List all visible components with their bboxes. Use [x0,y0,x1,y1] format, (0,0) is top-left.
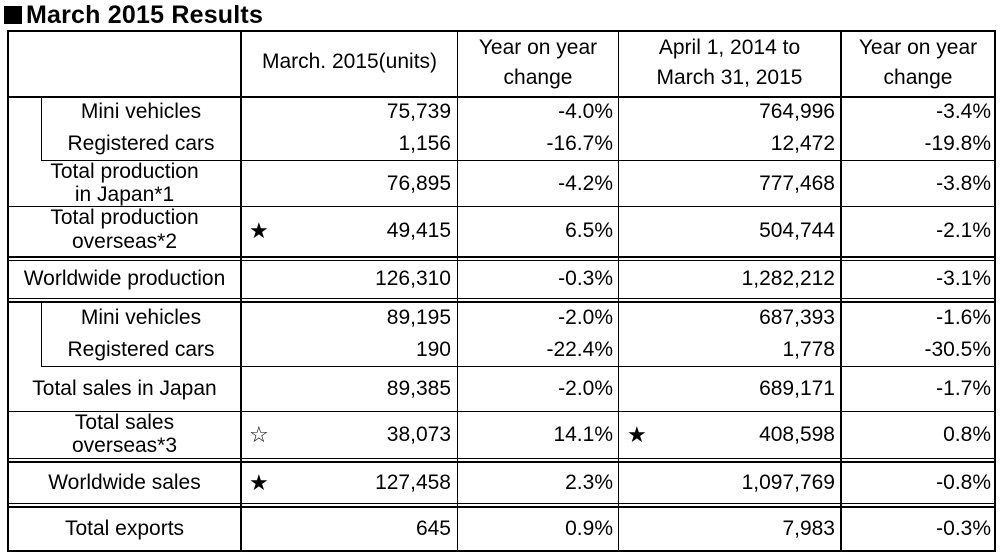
cell-sales-overseas-units: 38,073 [386,423,451,446]
hline-header [7,96,996,98]
hline-world-sales-top2 [7,461,996,463]
row-label-sales-mini: Mini vehicles [80,306,202,329]
cell-prod-reg-yoy: -16.7% [546,132,613,155]
cell-sales-overseas-annual-yoy: 0.8% [943,423,991,446]
cell-sales-reg-units: 190 [415,338,451,361]
cell-prod-mini-annual: 764,996 [759,100,835,123]
row-label-sales-overseas-line1: Total sales [74,411,175,434]
row-label-prod-overseas-line1: Total production [50,206,199,229]
hline-world-prod-top [7,256,996,258]
cell-prod-overseas-yoy: 6.5% [565,219,613,242]
row-label-sales-japan: Total sales in Japan [32,377,217,400]
cell-prod-reg-annual-yoy: -19.8% [924,132,991,155]
hline-exports-top2 [7,506,996,508]
cell-sales-mini-yoy: -2.0% [558,306,613,329]
cell-prod-mini-yoy: -4.0% [558,100,613,123]
row-label-prod-japan-line1: Total production [50,160,199,183]
row-label-prod-japan-line2: in Japan*1 [74,183,175,206]
header-period-line2: March 31, 2015 [656,66,803,89]
cell-exports-units: 645 [415,517,451,540]
row-label-prod-mini: Mini vehicles [80,100,202,123]
hline-sales-japan [41,366,996,367]
cell-exports-annual: 7,983 [782,517,835,540]
cell-prod-world-units: 126,310 [375,267,451,290]
row-label-prod-reg: Registered cars [67,132,215,155]
cell-prod-japan-units: 76,895 [386,172,451,195]
cell-sales-mini-annual-yoy: -1.6% [936,306,991,329]
cell-sales-world-annual-yoy: -0.8% [936,471,991,494]
cell-sales-reg-annual: 1,778 [782,338,835,361]
cell-sales-mini-units: 89,195 [386,306,451,329]
cell-sales-overseas-yoy: 14.1% [553,423,613,446]
white-star-icon: ☆ [249,422,269,447]
table-border-right [994,30,996,552]
row-label-exports: Total exports [64,517,185,540]
cell-prod-world-yoy: -0.3% [558,267,613,290]
cell-prod-overseas-units: 49,415 [386,219,451,242]
row-label-sales-world: Worldwide sales [48,471,201,494]
cell-sales-mini-annual: 687,393 [759,306,835,329]
hline-world-prod-bottom2 [7,301,996,303]
hline-world-sales-top [7,458,996,459]
cell-prod-reg-units: 1,156 [398,132,451,155]
cell-sales-japan-annual-yoy: -1.7% [936,377,991,400]
cell-sales-reg-annual-yoy: -30.5% [924,338,991,361]
cell-sales-overseas-annual: 408,598 [759,423,835,446]
cell-prod-world-annual-yoy: -3.1% [936,267,991,290]
hline-top [7,30,996,32]
cell-sales-reg-yoy: -22.4% [546,338,613,361]
header-yoy2-line1: Year on year [858,36,978,59]
cell-prod-mini-annual-yoy: -3.4% [936,100,991,123]
cell-exports-annual-yoy: -0.3% [936,517,991,540]
black-star-icon: ★ [249,218,269,243]
row-label-sales-overseas-line2: overseas*3 [71,434,178,457]
cell-prod-overseas-annual-yoy: -2.1% [936,219,991,242]
header-period-line1: April 1, 2014 to [658,36,801,59]
cell-prod-mini-units: 75,739 [386,100,451,123]
row-label-prod-world: Worldwide production [23,267,226,290]
hline-bottom [7,550,996,552]
cell-prod-japan-annual-yoy: -3.8% [936,172,991,195]
row-label-prod-overseas-line2: overseas*2 [71,230,178,253]
cell-prod-world-annual: 1,282,212 [741,267,835,290]
header-yoy-line2: change [503,66,573,89]
hline-world-prod-bottom [7,298,996,299]
cell-sales-japan-annual: 689,171 [759,377,835,400]
black-star-icon: ★ [249,470,269,495]
cell-sales-world-units: 127,458 [375,471,451,494]
cell-sales-japan-yoy: -2.0% [558,377,613,400]
title-text: March 2015 Results [26,1,264,29]
black-star-icon: ★ [627,422,647,447]
results-table [7,30,996,552]
page-title [4,0,263,30]
header-yoy-line1: Year on year [478,36,598,59]
cell-prod-reg-annual: 12,472 [770,132,835,155]
black-square-icon [4,6,22,24]
row-label-sales-reg: Registered cars [67,338,215,361]
cell-exports-yoy: 0.9% [565,517,613,540]
cell-prod-overseas-annual: 504,744 [759,219,835,242]
header-yoy2-line2: change [883,66,953,89]
cell-prod-japan-yoy: -4.2% [558,172,613,195]
cell-sales-world-annual: 1,097,769 [741,471,835,494]
cell-sales-world-yoy: 2.3% [565,471,613,494]
hline-exports-top [7,503,996,504]
cell-sales-japan-units: 89,385 [386,377,451,400]
cell-prod-japan-annual: 777,468 [759,172,835,195]
hline-world-prod-top2 [7,260,996,261]
header-monthly-units: March. 2015(units) [261,50,438,73]
